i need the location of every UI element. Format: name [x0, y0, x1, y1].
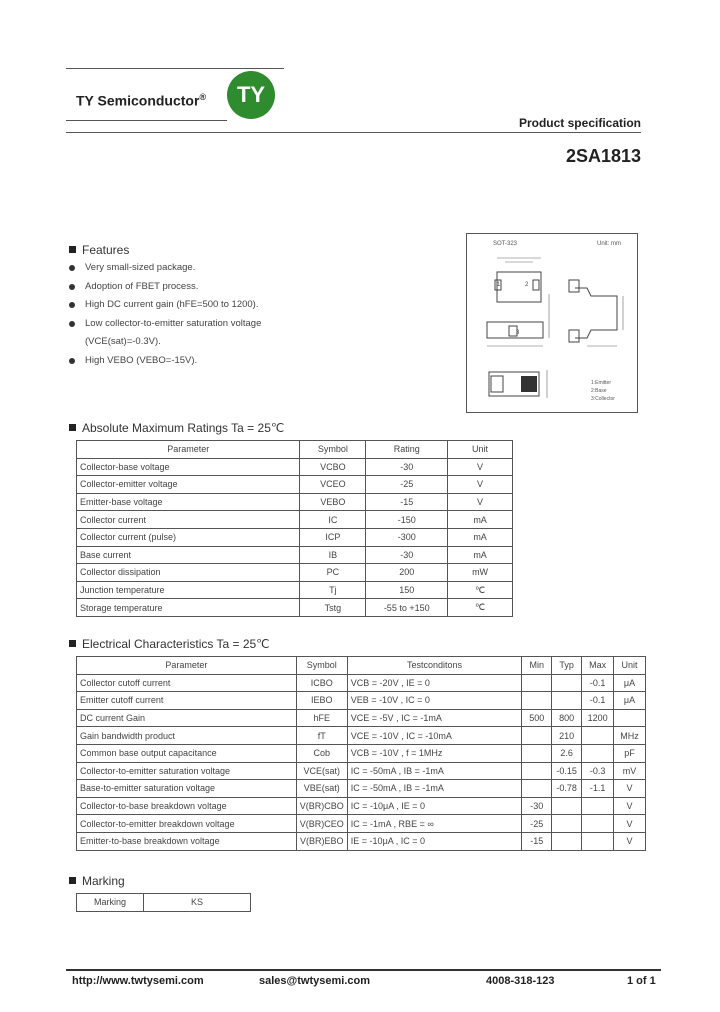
table-cell: Collector current [77, 511, 300, 529]
footer-email[interactable]: sales@twtysemi.com [259, 975, 370, 987]
table-cell: MHz [614, 727, 646, 745]
package-outline-svg [467, 234, 637, 412]
package-outline-drawing [466, 233, 638, 413]
table-cell: DC current Gain [77, 709, 297, 727]
table-cell [522, 727, 552, 745]
table-cell: V(BR)CEO [296, 815, 347, 833]
col-header: Rating [366, 441, 448, 459]
pin-legend: 2:Base [591, 388, 607, 394]
marking-value: KS [144, 894, 251, 912]
table-row [77, 780, 646, 798]
package-unit: Unit: mm [597, 241, 621, 247]
abs-max-table [76, 440, 513, 617]
table-row [77, 709, 646, 727]
table-row [77, 546, 513, 564]
table-cell: Base current [77, 546, 300, 564]
table-cell: VEB = -10V , IC = 0 [347, 692, 521, 710]
table-cell: IC = -50mA , IB = -1mA [347, 762, 521, 780]
table-row [77, 511, 513, 529]
footer-page-number: 1 of 1 [627, 975, 656, 987]
table-cell: V(BR)EBO [296, 832, 347, 850]
col-header: Parameter [77, 657, 297, 675]
elec-table [76, 656, 646, 851]
pin-label: 2 [525, 282, 529, 288]
table-cell: Junction temperature [77, 581, 300, 599]
col-header: Typ [552, 657, 582, 675]
feature-item: Low collector-to-emitter saturation voltage [69, 318, 261, 337]
brand-name: TY Semiconductor® [76, 92, 207, 109]
table-cell: Collector-emitter voltage [77, 476, 300, 494]
table-cell [522, 762, 552, 780]
table-cell: mA [448, 511, 513, 529]
table-cell: ICBO [296, 674, 347, 692]
table-cell: VBE(sat) [296, 780, 347, 798]
marking-label: Marking [77, 894, 144, 912]
table-cell: VCE(sat) [296, 762, 347, 780]
table-cell: -0.15 [552, 762, 582, 780]
table-cell: -25 [366, 476, 448, 494]
footer-url[interactable]: http://www.twtysemi.com [72, 975, 204, 987]
table-cell: Collector-to-emitter breakdown voltage [77, 815, 297, 833]
table-row [77, 744, 646, 762]
table-cell [614, 709, 646, 727]
feature-item: Adoption of FBET process. [69, 281, 261, 300]
col-header: Unit [448, 441, 513, 459]
table-row [77, 599, 513, 617]
table-cell: 2.6 [552, 744, 582, 762]
table-cell: IC = -1mA , RBE = ∞ [347, 815, 521, 833]
table-cell: -15 [366, 493, 448, 511]
table-cell: Base-to-emitter saturation voltage [77, 780, 297, 798]
table-cell [582, 815, 614, 833]
table-cell: ℃ [448, 581, 513, 599]
abs-max-heading: Absolute Maximum Ratings Ta = 25℃ [69, 421, 284, 435]
table-row [77, 797, 646, 815]
table-cell: V [448, 493, 513, 511]
table-cell: V(BR)CBO [296, 797, 347, 815]
table-cell: -30 [366, 458, 448, 476]
table-cell [582, 797, 614, 815]
table-cell: V [614, 780, 646, 798]
table-cell: Emitter-base voltage [77, 493, 300, 511]
table-cell: -0.78 [552, 780, 582, 798]
table-cell: pF [614, 744, 646, 762]
table-cell: -55 to +150 [366, 599, 448, 617]
table-row [77, 564, 513, 582]
table-row [77, 581, 513, 599]
pin-legend: 1:Emitter [591, 380, 612, 386]
part-number: 2SA1813 [565, 146, 641, 166]
table-cell: μA [614, 692, 646, 710]
table-cell: V [448, 476, 513, 494]
table-cell [552, 832, 582, 850]
table-row [77, 476, 513, 494]
table-cell: -30 [522, 797, 552, 815]
feature-item: High VEBO (VEBO=-15V). [69, 355, 261, 374]
table-row [77, 894, 251, 912]
table-cell: -25 [522, 815, 552, 833]
col-header: Min [522, 657, 552, 675]
table-cell [582, 727, 614, 745]
table-cell: -0.3 [582, 762, 614, 780]
table-row [77, 692, 646, 710]
table-cell [552, 674, 582, 692]
table-cell: ICP [300, 528, 366, 546]
table-cell: IE = -10μA , IC = 0 [347, 832, 521, 850]
table-cell: VCB = -20V , IE = 0 [347, 674, 521, 692]
table-row [77, 528, 513, 546]
package-name: SOT-323 [493, 241, 518, 247]
table-cell: Tj [300, 581, 366, 599]
table-cell: IC [300, 511, 366, 529]
table-cell [582, 744, 614, 762]
table-row [77, 493, 513, 511]
table-cell: Collector current (pulse) [77, 528, 300, 546]
table-cell: -300 [366, 528, 448, 546]
feature-item-continued: (VCE(sat)=-0.3V). [85, 336, 161, 347]
table-cell: mW [448, 564, 513, 582]
footer-phone: 4008-318-123 [486, 975, 555, 987]
pin-legend: 3:Collector [591, 396, 615, 402]
table-cell: 800 [552, 709, 582, 727]
table-cell: V [614, 832, 646, 850]
table-cell [522, 780, 552, 798]
table-cell: Gain bandwidth product [77, 727, 297, 745]
col-header: Unit [614, 657, 646, 675]
table-header-row [77, 441, 513, 459]
features-heading: Features [69, 243, 129, 257]
table-cell: VCB = -10V , f = 1MHz [347, 744, 521, 762]
table-cell: Collector-to-emitter saturation voltage [77, 762, 297, 780]
table-cell: Common base output capacitance [77, 744, 297, 762]
pin-label: 3 [516, 330, 520, 336]
table-cell: Collector cutoff current [77, 674, 297, 692]
header-main-rule [66, 132, 641, 133]
table-cell: V [614, 815, 646, 833]
marking-table [76, 893, 251, 912]
table-cell: VCBO [300, 458, 366, 476]
table-cell: IEBO [296, 692, 347, 710]
col-header: Testconditons [347, 657, 521, 675]
table-cell: IC = -10μA , IE = 0 [347, 797, 521, 815]
table-cell: Emitter cutoff current [77, 692, 297, 710]
table-cell: Emitter-to-base breakdown voltage [77, 832, 297, 850]
table-cell: mA [448, 546, 513, 564]
table-cell: -0.1 [582, 692, 614, 710]
table-cell: Collector-to-base breakdown voltage [77, 797, 297, 815]
table-cell: 1200 [582, 709, 614, 727]
table-cell: VCE = -5V , IC = -1mA [347, 709, 521, 727]
table-row [77, 832, 646, 850]
table-row [77, 762, 646, 780]
table-cell: IB [300, 546, 366, 564]
col-header: Parameter [77, 441, 300, 459]
header-top-rule [66, 68, 284, 69]
col-header: Symbol [296, 657, 347, 675]
table-row [77, 727, 646, 745]
product-spec-label: Product specification [518, 116, 641, 130]
table-cell: mA [448, 528, 513, 546]
table-cell: VCEO [300, 476, 366, 494]
table-cell [522, 744, 552, 762]
table-cell: -1.1 [582, 780, 614, 798]
col-header: Symbol [300, 441, 366, 459]
pin-label: 1 [497, 282, 501, 288]
table-cell: -0.1 [582, 674, 614, 692]
table-cell: Storage temperature [77, 599, 300, 617]
feature-item: High DC current gain (hFE=500 to 1200). [69, 299, 261, 318]
table-cell: Collector-base voltage [77, 458, 300, 476]
table-row [77, 815, 646, 833]
table-cell: -30 [366, 546, 448, 564]
table-header-row [77, 657, 646, 675]
table-row [77, 674, 646, 692]
table-cell: Collector dissipation [77, 564, 300, 582]
features-list [69, 262, 261, 373]
table-cell: Cob [296, 744, 347, 762]
marking-heading: Marking [69, 874, 125, 888]
table-cell: mV [614, 762, 646, 780]
table-cell: ℃ [448, 599, 513, 617]
table-cell [552, 815, 582, 833]
table-cell: 150 [366, 581, 448, 599]
table-cell: Tstg [300, 599, 366, 617]
table-cell [552, 692, 582, 710]
logo: TY [227, 71, 275, 119]
table-cell: VCE = -10V , IC = -10mA [347, 727, 521, 745]
header-brand-rule [66, 120, 227, 121]
table-cell: IC = -50mA , IB = -1mA [347, 780, 521, 798]
table-cell: μA [614, 674, 646, 692]
footer-rule [66, 969, 661, 971]
table-cell: 210 [552, 727, 582, 745]
table-cell: fT [296, 727, 347, 745]
table-cell [522, 674, 552, 692]
table-cell [522, 692, 552, 710]
feature-item: Very small-sized package. [69, 262, 261, 281]
table-cell [582, 832, 614, 850]
col-header: Max [582, 657, 614, 675]
table-cell: hFE [296, 709, 347, 727]
table-cell: 500 [522, 709, 552, 727]
table-cell [552, 797, 582, 815]
elec-heading: Electrical Characteristics Ta = 25℃ [69, 637, 270, 651]
table-cell: -150 [366, 511, 448, 529]
table-cell: -15 [522, 832, 552, 850]
table-cell: V [614, 797, 646, 815]
table-cell: PC [300, 564, 366, 582]
table-cell: V [448, 458, 513, 476]
table-cell: VEBO [300, 493, 366, 511]
table-row [77, 458, 513, 476]
table-cell: 200 [366, 564, 448, 582]
